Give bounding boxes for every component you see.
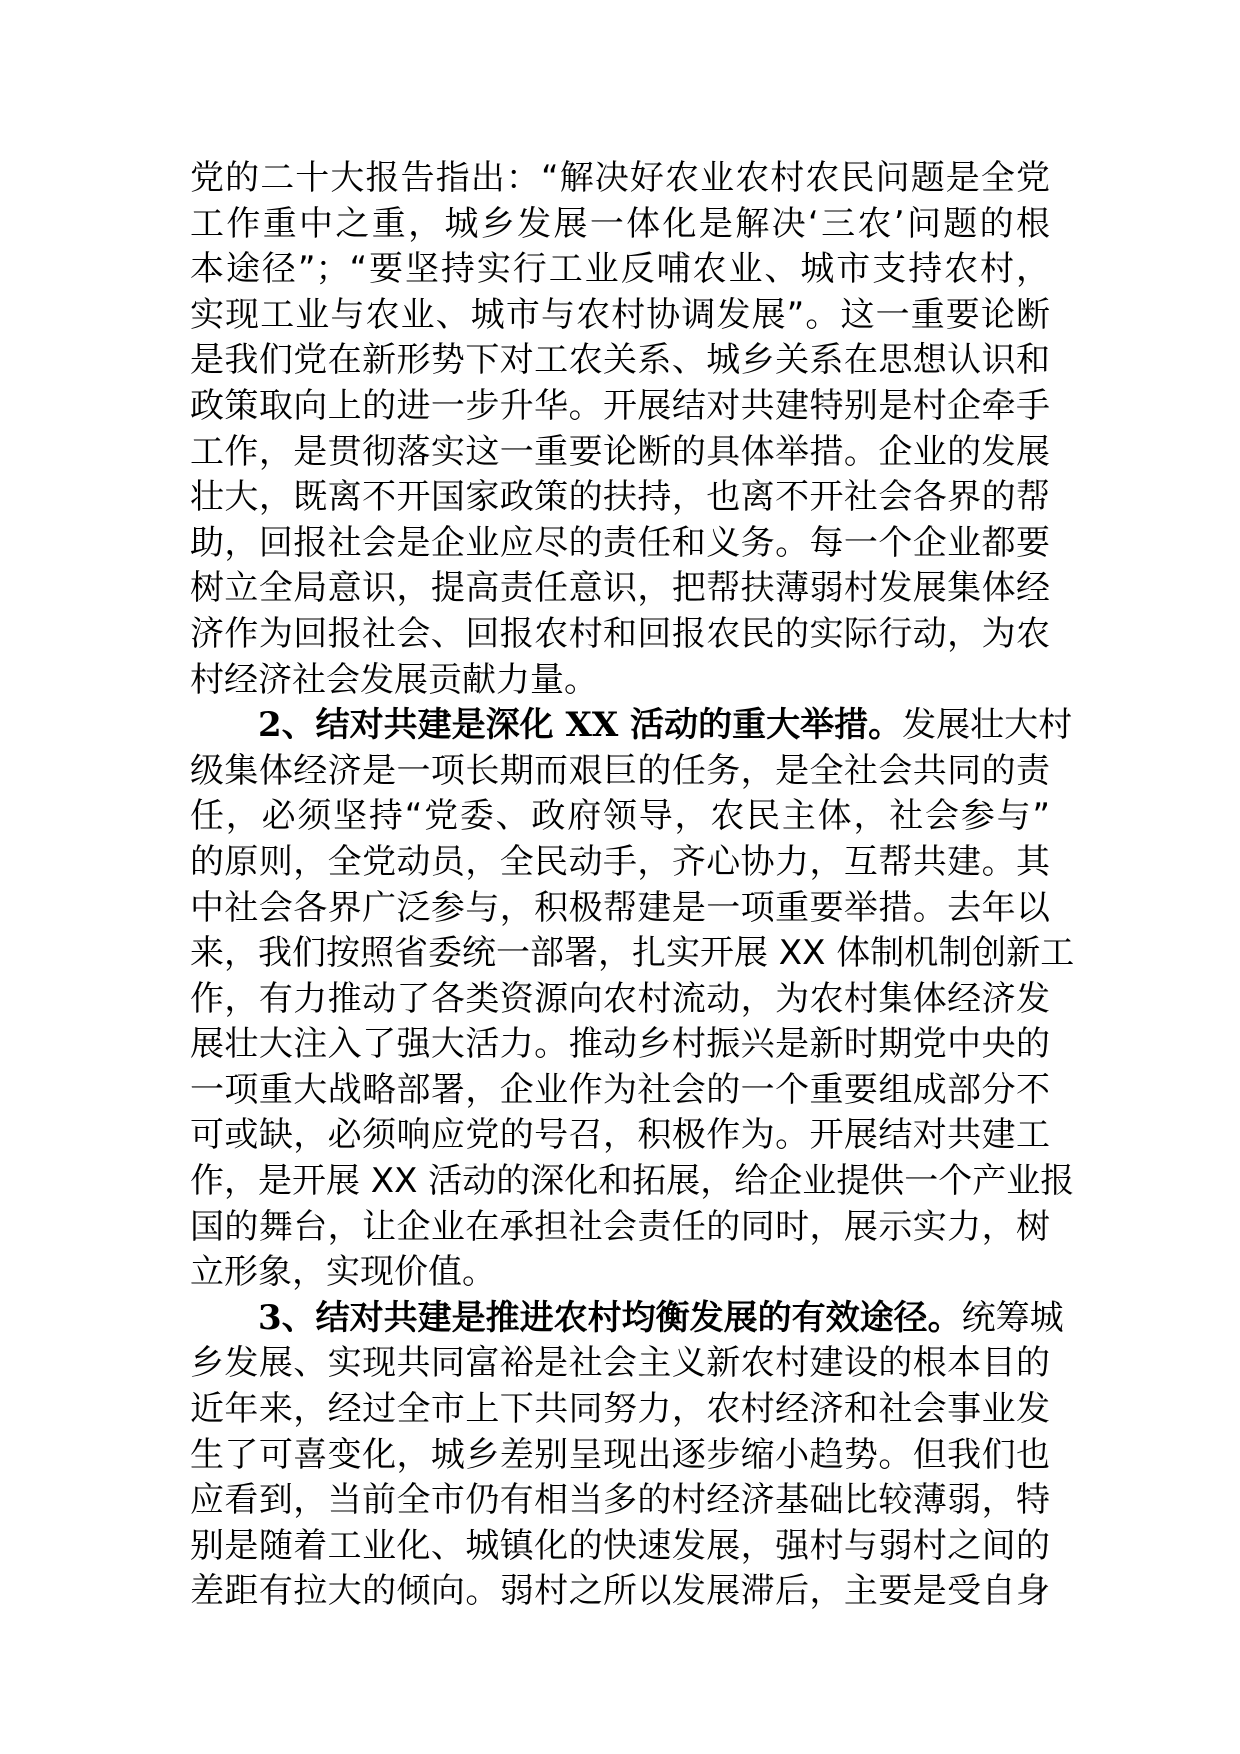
section-heading: 3、结对共建是推进农村均衡发展的有效途径。 [258, 1297, 962, 1338]
paragraph-line: 生了可喜变化，城乡差别呈现出逐步缩小趋势。但我们也 [190, 1434, 1050, 1475]
paragraph-line: 近年来，经过全市上下共同努力，农村经济和社会事业发 [190, 1389, 1050, 1430]
paragraph-2 [190, 703, 1075, 1296]
paragraph-3 [190, 1296, 1064, 1615]
paragraph-first-line [190, 703, 1073, 749]
paragraph-line: 应看到，当前全市仍有相当多的村经济基础比较薄弱，特 [190, 1480, 1050, 1521]
paragraph-line: 政策取向上的进一步升华。开展结对共建特别是村企牵手 [190, 385, 1050, 426]
paragraph-line: 展壮大注入了强大活力。推动乡村振兴是新时期党中央的 [190, 1024, 1050, 1065]
paragraph-line: 的原则，全党动员，全民动手，齐心协力，互帮共建。其 [190, 841, 1050, 882]
paragraph-line: 中社会各界广泛参与，积极帮建是一项重要举措。去年以 [190, 887, 1050, 928]
paragraph-line: 济作为回报社会、回报农村和回报农民的实际行动，为农 [190, 613, 1050, 654]
paragraph-line: 树立全局意识，提高责任意识，把帮扶薄弱村发展集体经 [190, 568, 1050, 609]
paragraph-line: 工作重中之重，城乡发展一体化是解决‘三农’问题的根 [190, 203, 1050, 244]
paragraph-line: 壮大，既离不开国家政策的扶持，也离不开社会各界的帮 [190, 477, 1050, 518]
section-heading: 2、结对共建是深化 XX 活动的重大举措。 [258, 705, 903, 746]
document-page [190, 156, 1075, 1615]
paragraph-line: 作，有力推动了各类资源向农村流动，为农村集体经济发 [190, 978, 1050, 1019]
paragraph-line: 立形象，实现价值。 [190, 1252, 496, 1293]
paragraph-line: 一项重大战略部署，企业作为社会的一个重要组成部分不 [190, 1069, 1050, 1110]
paragraph-line: 乡发展、实现共同富裕是社会主义新农村建设的根本目的 [190, 1343, 1050, 1384]
paragraph-line: 作，是开展 XX 活动的深化和拓展，给企业提供一个产业报 [190, 1161, 1075, 1202]
paragraph-line: 任，必须坚持“党委、政府领导，农民主体，社会参与” [190, 796, 1050, 837]
paragraph-line: 村经济社会发展贡献力量。 [190, 659, 598, 700]
paragraph-line: 助，回报社会是企业应尽的责任和义务。每一个企业都要 [190, 522, 1050, 563]
paragraph-line: 级集体经济是一项长期而艰巨的任务，是全社会共同的责 [190, 750, 1050, 791]
paragraph-1 [190, 156, 1050, 703]
paragraph-text: 统筹城 [961, 1297, 1064, 1338]
paragraph-line: 国的舞台，让企业在承担社会责任的同时，展示实力，树 [190, 1206, 1050, 1247]
paragraph-first-line [190, 1296, 1064, 1342]
paragraph-line: 别是随着工业化、城镇化的快速发展，强村与弱村之间的 [190, 1525, 1050, 1566]
paragraph-line: 党的二十大报告指出：“解决好农业农村农民问题是全党 [190, 158, 1050, 198]
paragraph-line: 是我们党在新形势下对工农关系、城乡关系在思想认识和 [190, 340, 1050, 381]
paragraph-line: 差距有拉大的倾向。弱村之所以发展滞后，主要是受自身 [190, 1571, 1050, 1612]
paragraph-line: 来，我们按照省委统一部署，扎实开展 XX 体制机制创新工 [190, 933, 1075, 974]
paragraph-text: 发展壮大村 [902, 705, 1073, 746]
paragraph-line: 实现工业与农业、城市与农村协调发展”。这一重要论断 [190, 294, 1050, 335]
paragraph-line: 可或缺，必须响应党的号召，积极作为。开展结对共建工 [190, 1115, 1050, 1156]
paragraph-line: 工作，是贯彻落实这一重要论断的具体举措。企业的发展 [190, 431, 1050, 472]
paragraph-line: 本途径”；“要坚持实行工业反哺农业、城市支持农村， [190, 249, 1050, 290]
